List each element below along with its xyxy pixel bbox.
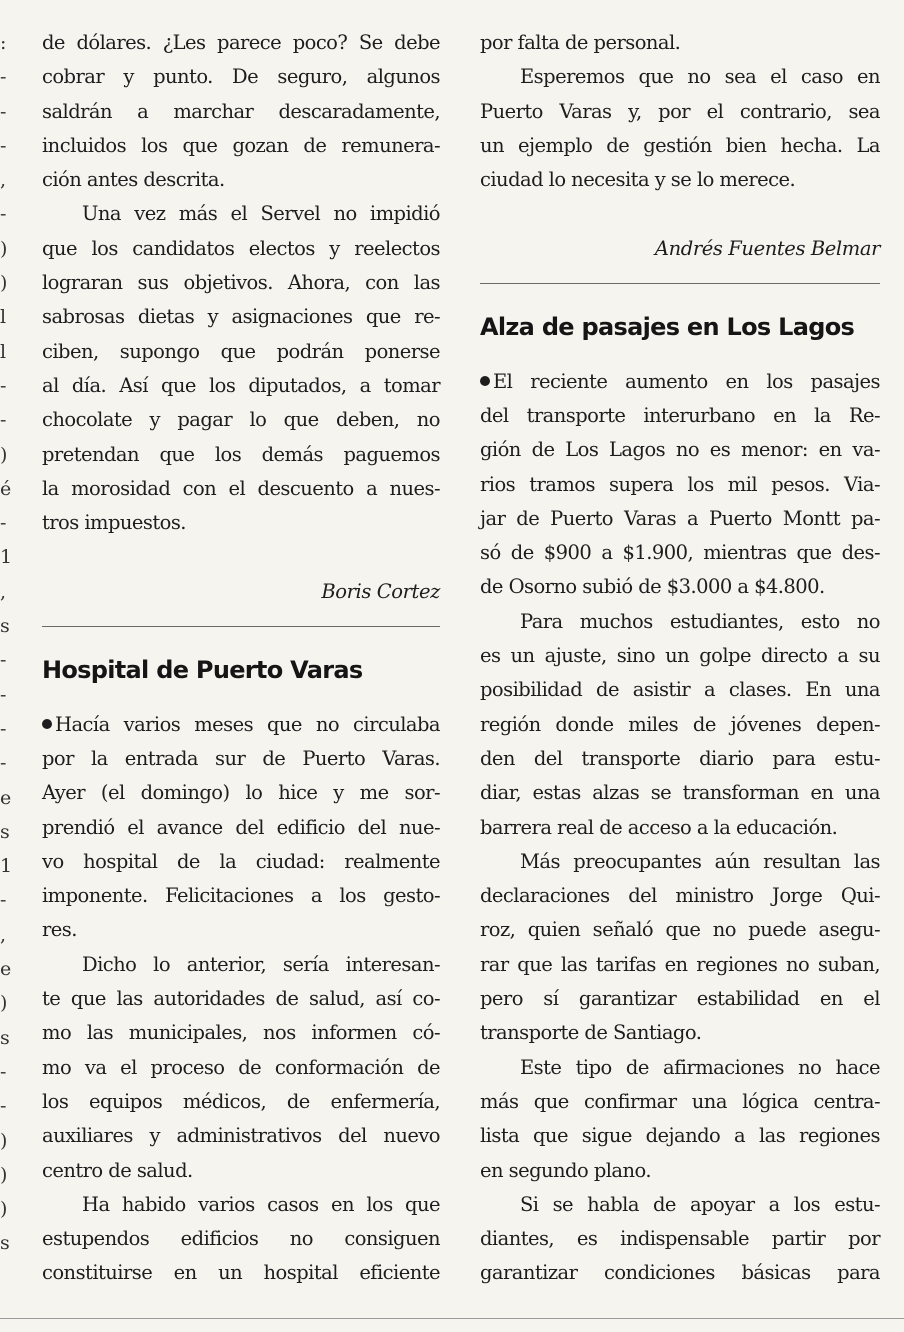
text-line: Más preocupantes aún resultan las xyxy=(520,849,880,873)
letter-3-paragraph-4 xyxy=(480,1051,880,1188)
text-line: Ayer (el domingo) lo hice y me sor- xyxy=(42,781,440,805)
text-line: mo va el proceso de conformación de xyxy=(42,1055,440,1079)
letter-2-paragraph-2 xyxy=(42,948,440,1188)
text-line: rios tramos supera los mil pesos. Via- xyxy=(480,472,880,496)
text-line: ciben, supongo que podrán ponerse xyxy=(42,339,440,363)
text-line: que los candidatos electos y reelectos xyxy=(42,236,440,260)
letter-3-paragraph-2 xyxy=(480,605,880,845)
gutter-fragment: s xyxy=(0,1232,10,1255)
letter-2-tail xyxy=(480,26,880,60)
bullet-icon xyxy=(480,376,490,386)
left-column xyxy=(42,26,440,1291)
gutter-fragment: l xyxy=(0,340,7,363)
text-line: del transporte interurbano en la Re- xyxy=(480,403,880,427)
previous-column-edge xyxy=(0,26,14,1261)
text-line: incluidos los que gozan de remunera- xyxy=(42,133,440,157)
gutter-fragment: - xyxy=(0,66,7,89)
text-line: garantizar condiciones básicas para xyxy=(480,1261,880,1285)
text-line: imponente. Felicitaciones a los gesto- xyxy=(42,884,440,908)
text-line: estupendos edificios no consiguen xyxy=(42,1227,440,1251)
text-line: declaraciones del ministro Jorge Qui- xyxy=(480,884,880,908)
text-line-content: de Osorno subió de $3.000 a $4.800. xyxy=(480,575,825,599)
text-line: posibilidad de asistir a clases. En una xyxy=(480,678,880,702)
gutter-fragment: ) xyxy=(0,1163,8,1186)
text-line: prendió el avance del edificio del nue- xyxy=(42,815,440,839)
text-line xyxy=(480,1154,880,1188)
gutter-fragment: s xyxy=(0,615,10,638)
text-line: diantes, es indispensable partir por xyxy=(480,1227,880,1251)
text-line: te que las autoridades de salud, así co- xyxy=(42,987,440,1011)
section-divider xyxy=(42,609,440,643)
text-line-content: centro de salud. xyxy=(42,1158,193,1182)
bullet-icon xyxy=(42,719,52,729)
letter-3-paragraph-3 xyxy=(480,845,880,1051)
text-line: auxiliares y administrativos del nuevo xyxy=(42,1124,440,1148)
text-line: Hacía varios meses que no circulaba xyxy=(42,708,440,742)
text-line: más que confirmar una lógica centra- xyxy=(480,1089,880,1113)
text-line: roz, quien señaló que no puede asegu- xyxy=(480,918,880,942)
gutter-fragment: - xyxy=(0,889,7,912)
text-line: vo hospital de la ciudad: realmente xyxy=(42,849,440,873)
gutter-fragment: - xyxy=(0,409,7,432)
text-line: es un ajuste, sino un golpe directo a su xyxy=(480,644,880,668)
spacer xyxy=(480,345,880,365)
text-line: diar, estas alzas se transforman en una xyxy=(480,781,880,805)
gutter-fragment: - xyxy=(0,374,7,397)
text-line: lograran sus objetivos. Ahora, con las xyxy=(42,271,440,295)
text-line: la morosidad con el descuento a nues- xyxy=(42,476,440,500)
gutter-fragment: , xyxy=(0,580,7,603)
letter-2-closing xyxy=(480,60,880,197)
letter-3-paragraph-5 xyxy=(480,1188,880,1291)
letter-3-paragraph-1 xyxy=(480,365,880,605)
text-line-content: por falta de personal. xyxy=(480,31,681,54)
text-line: mo las municipales, nos informen có- xyxy=(42,1021,440,1045)
letter-2-paragraph-1 xyxy=(42,708,440,948)
text-line: los equipos médicos, de enfermería, xyxy=(42,1089,440,1113)
text-line: Una vez más el Servel no impidió xyxy=(82,202,440,226)
headline-hospital-puerto-varas: Hospital de Puerto Varas xyxy=(42,656,363,685)
text-line: den del transporte diario para estu- xyxy=(480,746,880,770)
text-line: de dólares. ¿Les parece poco? Se debe xyxy=(42,31,440,54)
spacer xyxy=(42,643,440,653)
text-line: pero sí garantizar estabilidad en el xyxy=(480,987,880,1011)
text-line: Puerto Varas y, por el contrario, sea xyxy=(480,99,880,123)
gutter-fragment: - xyxy=(0,717,7,740)
gutter-fragment: - xyxy=(0,512,7,535)
text-line-content: tros impuestos. xyxy=(42,511,186,535)
gutter-fragment: s xyxy=(0,1026,10,1049)
text-line-content: ciudad lo necesita y se lo merece. xyxy=(480,168,796,192)
gutter-fragment: - xyxy=(0,134,7,157)
gutter-fragment: : xyxy=(0,32,7,54)
text-line-content: res. xyxy=(42,918,77,942)
text-line: Esperemos que no sea el caso en xyxy=(520,65,880,89)
text-line-content: barrera real de acceso a la educación. xyxy=(480,815,838,839)
text-line: constituirse en un hospital eficiente xyxy=(42,1261,440,1285)
spacer xyxy=(42,540,440,574)
text-line: El reciente aumento en los pasajes xyxy=(480,365,880,399)
gutter-fragment: - xyxy=(0,100,7,123)
text-line: sabrosas dietas y asignaciones que re- xyxy=(42,305,440,329)
text-line: un ejemplo de gestión bien hecha. La xyxy=(480,133,880,157)
gutter-fragment: , xyxy=(0,923,7,946)
spacer xyxy=(480,300,880,310)
text-line: rar que las tarifas en regiones no suban, xyxy=(480,952,880,976)
gutter-fragment: l xyxy=(0,306,7,329)
letter-2-paragraph-3 xyxy=(42,1188,440,1291)
gutter-fragment: ) xyxy=(0,272,8,295)
gutter-fragment: ) xyxy=(0,1129,8,1152)
gutter-fragment: e xyxy=(0,958,12,981)
text-line xyxy=(42,1154,440,1188)
gutter-fragment: é xyxy=(0,477,12,500)
letter-1-paragraph-2 xyxy=(42,197,440,540)
signature-andres-fuentes-belmar: Andrés Fuentes Belmar xyxy=(654,236,880,260)
gutter-fragment: ) xyxy=(0,443,8,466)
text-line: cobrar y punto. De seguro, algunos xyxy=(42,65,440,89)
text-line: gión de Los Lagos no es menor: en va- xyxy=(480,438,880,462)
gutter-fragment: - xyxy=(0,752,7,775)
spacer xyxy=(480,197,880,231)
spacer xyxy=(42,688,440,708)
text-line-content: transporte de Santiago. xyxy=(480,1021,702,1045)
text-line: saldrán a marchar descaradamente, xyxy=(42,99,440,123)
text-line: lista que sigue dejando a las regiones xyxy=(480,1124,880,1148)
gutter-fragment: e xyxy=(0,786,12,809)
gutter-fragment: 1 xyxy=(0,855,13,878)
letter-1-tail xyxy=(42,26,440,197)
right-column xyxy=(480,26,880,1291)
gutter-fragment: - xyxy=(0,1095,7,1118)
text-line xyxy=(42,163,440,197)
text-line xyxy=(480,1016,880,1050)
text-line: pretendan que los demás paguemos xyxy=(42,442,440,466)
gutter-fragment: ) xyxy=(0,237,8,260)
gutter-fragment: - xyxy=(0,203,7,226)
signature-boris-cortez: Boris Cortez xyxy=(321,579,440,603)
text-line: región donde miles de jóvenes depen- xyxy=(480,712,880,736)
text-line xyxy=(480,570,880,604)
text-line-content: en segundo plano. xyxy=(480,1158,652,1182)
text-line: al día. Así que los diputados, a tomar xyxy=(42,373,440,397)
text-line: por la entrada sur de Puerto Varas. xyxy=(42,746,440,770)
text-line: só de $900 a $1.900, mientras que des- xyxy=(480,541,880,565)
text-line-content: ción antes descrita. xyxy=(42,168,225,192)
text-line: Ha habido varios casos en los que xyxy=(82,1192,440,1216)
text-line xyxy=(42,506,440,540)
gutter-fragment: s xyxy=(0,820,10,843)
gutter-fragment: - xyxy=(0,649,7,672)
text-line: Este tipo de afirmaciones no hace xyxy=(520,1055,880,1079)
text-line: Para muchos estudiantes, esto no xyxy=(520,609,880,633)
gutter-fragment: - xyxy=(0,1060,7,1083)
headline-alza-pasajes-los-lagos: Alza de pasajes en Los Lagos xyxy=(480,313,855,342)
text-line xyxy=(480,26,880,60)
text-line: chocolate y pagar lo que deben, no xyxy=(42,408,440,432)
gutter-fragment: ) xyxy=(0,1198,8,1221)
text-line xyxy=(42,913,440,947)
text-line: jar de Puerto Varas a Puerto Montt pa- xyxy=(480,506,880,530)
page-bottom-rule xyxy=(0,1318,904,1319)
section-divider xyxy=(480,266,880,300)
text-line: Dicho lo anterior, sería interesan- xyxy=(82,952,440,976)
gutter-fragment: , xyxy=(0,169,7,192)
gutter-fragment: 1 xyxy=(0,546,13,569)
gutter-fragment: ) xyxy=(0,992,8,1015)
gutter-fragment: - xyxy=(0,683,7,706)
text-line xyxy=(480,811,880,845)
text-line xyxy=(480,163,880,197)
text-line: Si se habla de apoyar a los estu- xyxy=(520,1192,880,1216)
